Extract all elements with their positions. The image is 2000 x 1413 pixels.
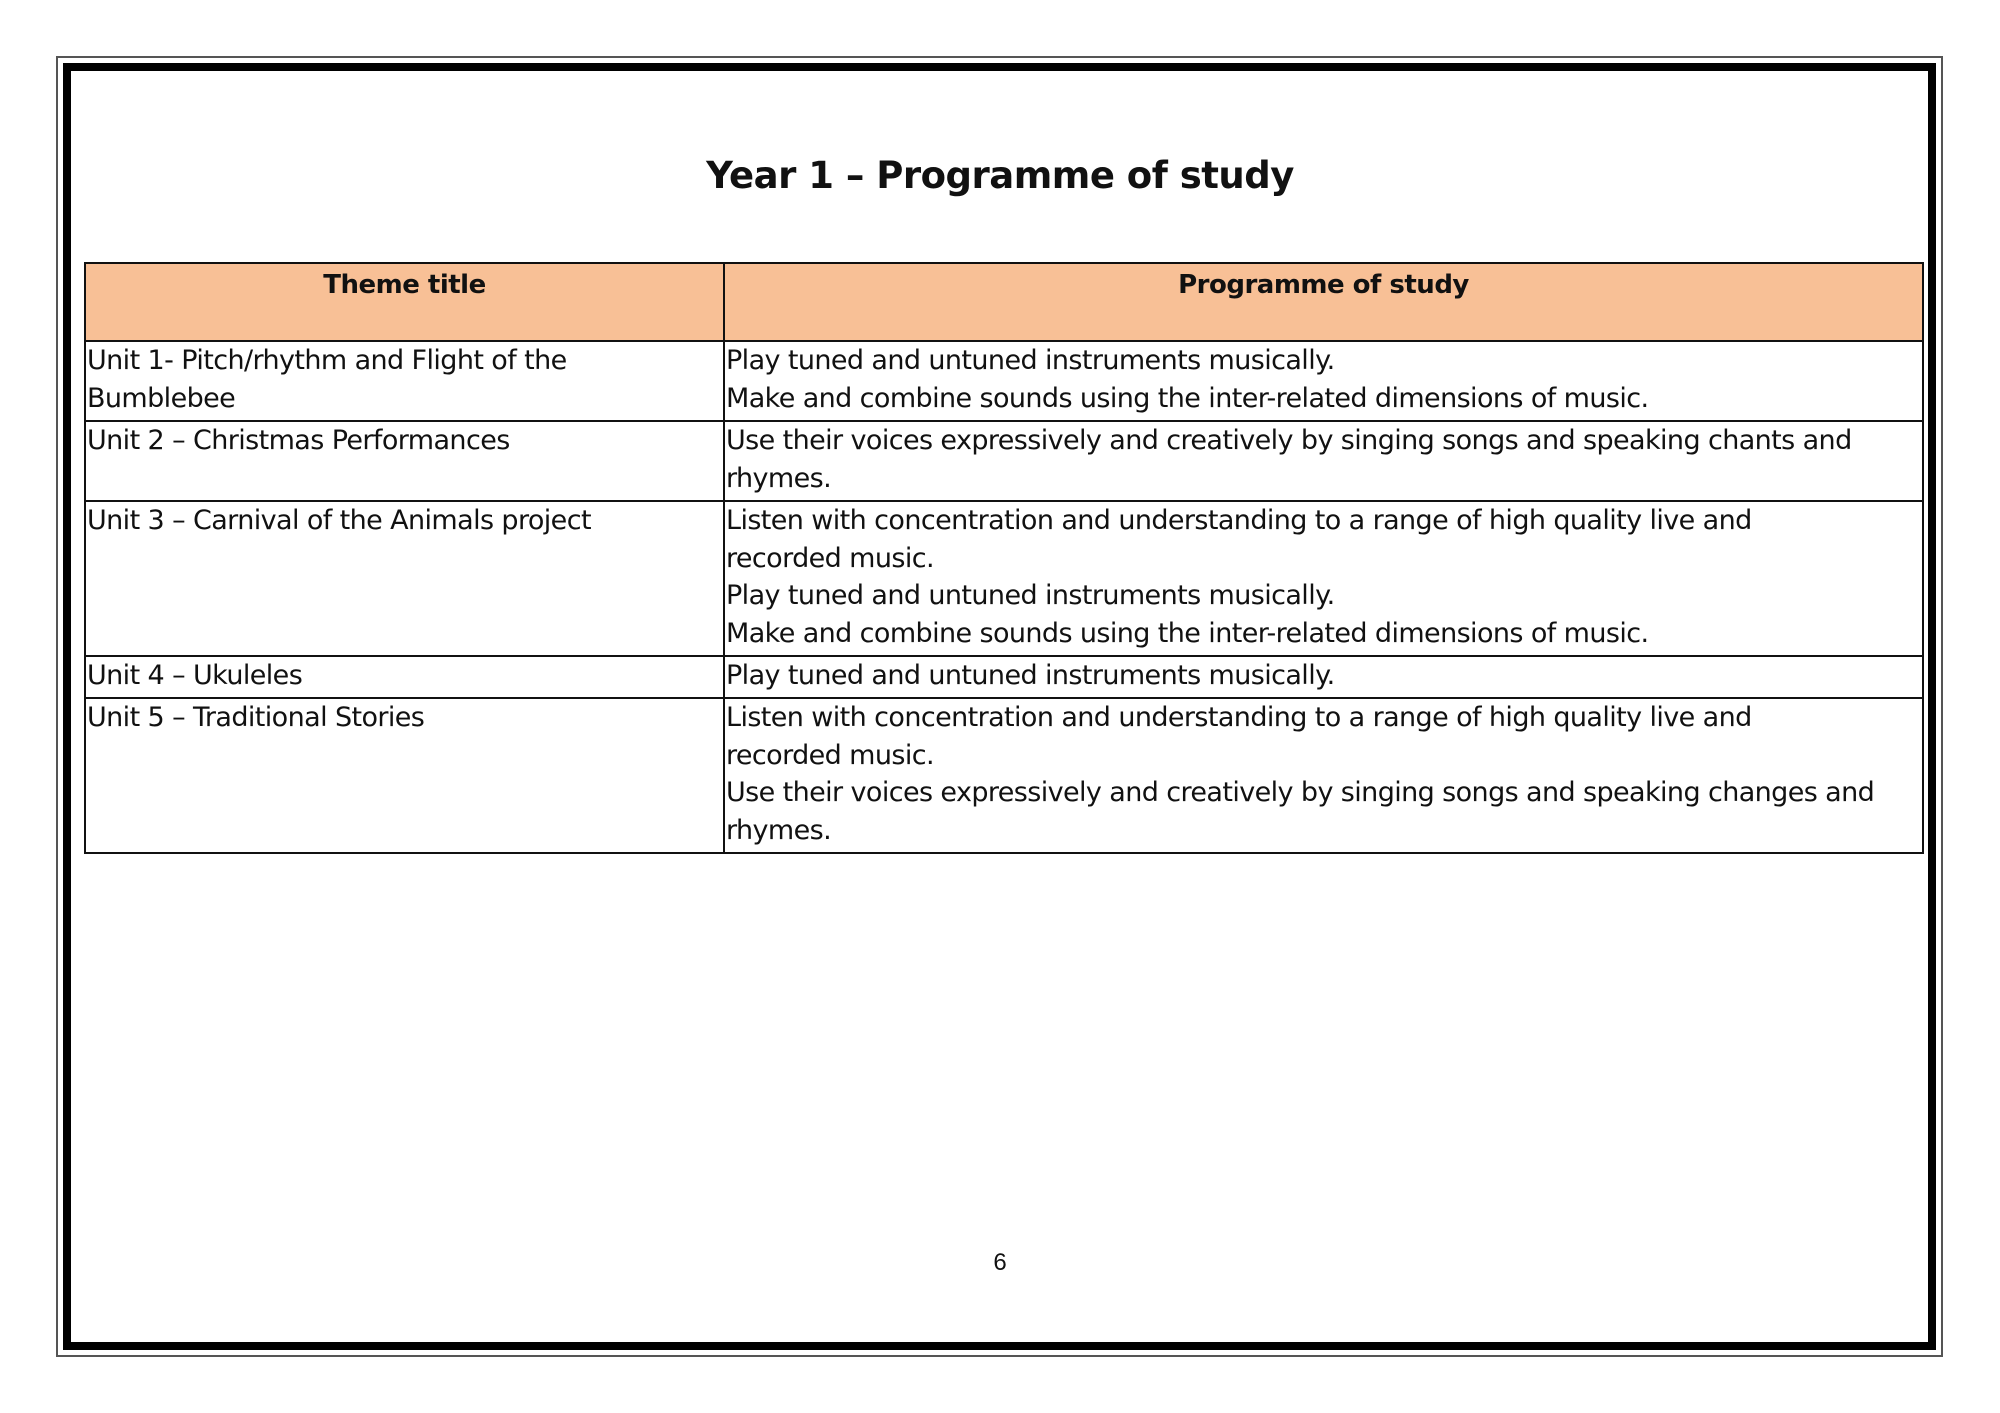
- programme-line: Play tuned and untuned instruments musically.: [726, 660, 1335, 691]
- theme-text: Unit 2 – Christmas Performances: [87, 425, 510, 456]
- page-title: Year 1 – Programme of study: [706, 154, 1294, 197]
- programme-line: Play tuned and untuned instruments musically.: [726, 345, 1335, 376]
- theme-text: Unit 4 – Ukuleles: [87, 660, 303, 691]
- programme-line: Use their voices expressively and creatively by singing songs and speaking chants and rhymes.: [726, 425, 1852, 494]
- programme-cell: [724, 501, 1923, 656]
- table-row: [85, 698, 1923, 853]
- programme-line: Make and combine sounds using the inter-related dimensions of music.: [726, 617, 1649, 649]
- programme-cell: [724, 341, 1923, 421]
- programme-cell: [724, 656, 1923, 698]
- programme-cell: [724, 698, 1923, 853]
- header-programme-of-study: Programme of study: [724, 263, 1923, 341]
- table-header-row: [85, 263, 1923, 341]
- table-row: [85, 421, 1923, 501]
- programme-table: [84, 262, 1924, 854]
- theme-cell: [85, 341, 724, 421]
- programme-line: Use their voices expressively and creatively by singing songs and speaking changes and rhymes.: [726, 777, 1875, 846]
- page-number: 6: [993, 1249, 1007, 1276]
- theme-text: Unit 1- Pitch/rhythm and Flight of the Bumblebee: [87, 345, 567, 414]
- programme-line: Listen with concentration and understanding to a range of high quality live and recorded music.: [726, 702, 1752, 771]
- theme-cell: [85, 421, 724, 501]
- programme-line: Listen with concentration and understanding to a range of high quality live and recorded music.: [726, 505, 1752, 574]
- theme-cell: [85, 698, 724, 853]
- table-row: [85, 656, 1923, 698]
- programme-line: Make and combine sounds using the inter-related dimensions of music.: [726, 382, 1649, 414]
- programme-cell: [724, 421, 1923, 501]
- programme-line: Play tuned and untuned instruments musically.: [726, 580, 1335, 611]
- theme-cell: [85, 656, 724, 698]
- theme-text: Unit 5 – Traditional Stories: [87, 702, 425, 733]
- header-theme-title: Theme title: [85, 263, 724, 341]
- table-row: [85, 501, 1923, 656]
- table-row: [85, 341, 1923, 421]
- theme-text: Unit 3 – Carnival of the Animals project: [87, 505, 591, 536]
- theme-cell: [85, 501, 724, 656]
